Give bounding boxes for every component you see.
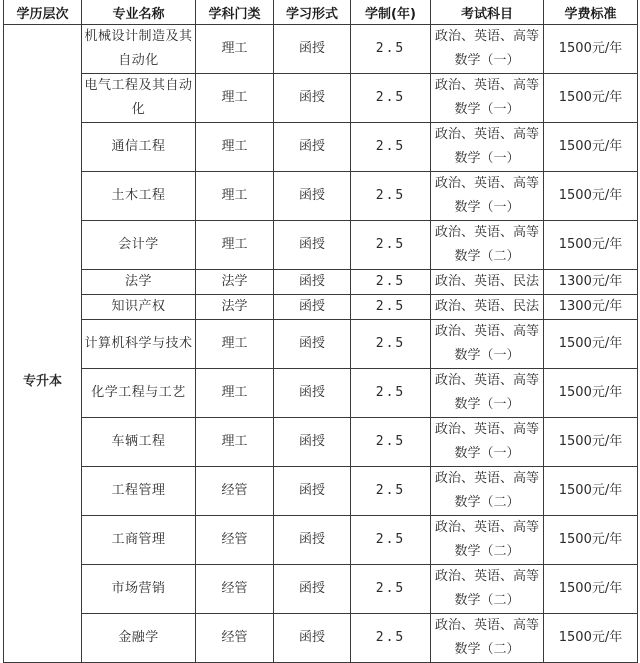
study-mode-cell: 函授 <box>274 270 351 295</box>
header-row <box>4 0 638 25</box>
duration-cell: 2.5 <box>351 172 431 221</box>
header-duration: 学制(年) <box>351 0 431 25</box>
subject-category-cell: 经管 <box>196 614 274 663</box>
header-exam-subjects: 考试科目 <box>431 0 544 25</box>
table-body <box>4 25 638 663</box>
table-row <box>4 221 638 270</box>
study-mode-cell: 函授 <box>274 123 351 172</box>
subject-category-cell: 理工 <box>196 172 274 221</box>
subject-category-cell: 理工 <box>196 418 274 467</box>
tuition-fee-cell: 1300元/年 <box>544 295 638 320</box>
subject-category-cell: 经管 <box>196 565 274 614</box>
major-name-cell: 计算机科学与技术 <box>82 320 196 369</box>
header-study-mode: 学习形式 <box>274 0 351 25</box>
major-name-cell: 工程管理 <box>82 467 196 516</box>
header-subject-category: 学科门类 <box>196 0 274 25</box>
study-mode-cell: 函授 <box>274 369 351 418</box>
subject-category-cell: 理工 <box>196 74 274 123</box>
major-name-cell: 电气工程及其自动化 <box>82 74 196 123</box>
duration-cell: 2.5 <box>351 270 431 295</box>
exam-subjects-cell: 政治、英语、民法 <box>431 270 544 295</box>
subject-category-cell: 理工 <box>196 221 274 270</box>
study-mode-cell: 函授 <box>274 221 351 270</box>
exam-subjects-cell: 政治、英语、高等数学（二） <box>431 516 544 565</box>
exam-subjects-cell: 政治、英语、高等数学（二） <box>431 467 544 516</box>
major-name-cell: 通信工程 <box>82 123 196 172</box>
study-mode-cell: 函授 <box>274 565 351 614</box>
tuition-fee-cell: 1500元/年 <box>544 74 638 123</box>
study-mode-cell: 函授 <box>274 172 351 221</box>
subject-category-cell: 理工 <box>196 25 274 74</box>
subject-category-cell: 理工 <box>196 123 274 172</box>
subject-category-cell: 法学 <box>196 270 274 295</box>
major-name-cell: 土木工程 <box>82 172 196 221</box>
study-mode-cell: 函授 <box>274 74 351 123</box>
duration-cell: 2.5 <box>351 614 431 663</box>
exam-subjects-cell: 政治、英语、高等数学（一） <box>431 369 544 418</box>
education-level-cell <box>4 25 82 663</box>
major-name-cell: 会计学 <box>82 221 196 270</box>
study-mode-cell: 函授 <box>274 418 351 467</box>
header-education-level: 学历层次 <box>4 0 82 25</box>
subject-category-cell: 经管 <box>196 467 274 516</box>
tuition-fee-cell: 1500元/年 <box>544 516 638 565</box>
tuition-fee-cell: 1500元/年 <box>544 614 638 663</box>
table-row <box>4 25 638 74</box>
major-name-cell: 金融学 <box>82 614 196 663</box>
subject-category-cell: 理工 <box>196 320 274 369</box>
exam-subjects-cell: 政治、英语、高等数学（二） <box>431 614 544 663</box>
tuition-fee-cell: 1500元/年 <box>544 320 638 369</box>
major-name-cell: 法学 <box>82 270 196 295</box>
tuition-fee-cell: 1500元/年 <box>544 418 638 467</box>
table-row <box>4 467 638 516</box>
exam-subjects-cell: 政治、英语、高等数学（二） <box>431 221 544 270</box>
duration-cell: 2.5 <box>351 74 431 123</box>
tuition-fee-cell: 1500元/年 <box>544 25 638 74</box>
duration-cell: 2.5 <box>351 418 431 467</box>
exam-subjects-cell: 政治、英语、高等数学（二） <box>431 565 544 614</box>
study-mode-cell: 函授 <box>274 467 351 516</box>
duration-cell: 2.5 <box>351 320 431 369</box>
subject-category-cell: 理工 <box>196 369 274 418</box>
table-row <box>4 74 638 123</box>
duration-cell: 2.5 <box>351 221 431 270</box>
major-name-cell: 工商管理 <box>82 516 196 565</box>
exam-subjects-cell: 政治、英语、高等数学（一） <box>431 418 544 467</box>
study-mode-cell: 函授 <box>274 25 351 74</box>
table-row <box>4 369 638 418</box>
duration-cell: 2.5 <box>351 25 431 74</box>
exam-subjects-cell: 政治、英语、高等数学（一） <box>431 172 544 221</box>
tuition-table <box>3 0 638 663</box>
study-mode-cell: 函授 <box>274 295 351 320</box>
table-row <box>4 614 638 663</box>
duration-cell: 2.5 <box>351 369 431 418</box>
tuition-fee-cell: 1300元/年 <box>544 270 638 295</box>
table-row <box>4 295 638 320</box>
study-mode-cell: 函授 <box>274 516 351 565</box>
duration-cell: 2.5 <box>351 516 431 565</box>
table-row <box>4 270 638 295</box>
tuition-fee-cell: 1500元/年 <box>544 565 638 614</box>
exam-subjects-cell: 政治、英语、高等数学（一） <box>431 74 544 123</box>
exam-subjects-cell: 政治、英语、高等数学（一） <box>431 123 544 172</box>
study-mode-cell: 函授 <box>274 320 351 369</box>
table-row <box>4 565 638 614</box>
major-name-cell: 车辆工程 <box>82 418 196 467</box>
tuition-fee-cell: 1500元/年 <box>544 221 638 270</box>
exam-subjects-cell: 政治、英语、高等数学（一） <box>431 25 544 74</box>
exam-subjects-cell: 政治、英语、高等数学（一） <box>431 320 544 369</box>
tuition-fee-cell: 1500元/年 <box>544 123 638 172</box>
duration-cell: 2.5 <box>351 467 431 516</box>
major-name-cell: 知识产权 <box>82 295 196 320</box>
exam-subjects-cell: 政治、英语、民法 <box>431 295 544 320</box>
duration-cell: 2.5 <box>351 123 431 172</box>
tuition-fee-cell: 1500元/年 <box>544 369 638 418</box>
tuition-fee-cell: 1500元/年 <box>544 467 638 516</box>
education-level-label: 专升本 <box>22 373 62 389</box>
duration-cell: 2.5 <box>351 295 431 320</box>
header-major-name: 专业名称 <box>82 0 196 25</box>
subject-category-cell: 经管 <box>196 516 274 565</box>
table-row <box>4 516 638 565</box>
duration-cell: 2.5 <box>351 565 431 614</box>
subject-category-cell: 法学 <box>196 295 274 320</box>
tuition-fee-cell: 1500元/年 <box>544 172 638 221</box>
table-row <box>4 320 638 369</box>
header-tuition: 学费标准 <box>544 0 638 25</box>
table-row <box>4 123 638 172</box>
table-row <box>4 418 638 467</box>
major-name-cell: 市场营销 <box>82 565 196 614</box>
study-mode-cell: 函授 <box>274 614 351 663</box>
table-row <box>4 172 638 221</box>
major-name-cell: 化学工程与工艺 <box>82 369 196 418</box>
major-name-cell: 机械设计制造及其自动化 <box>82 25 196 74</box>
